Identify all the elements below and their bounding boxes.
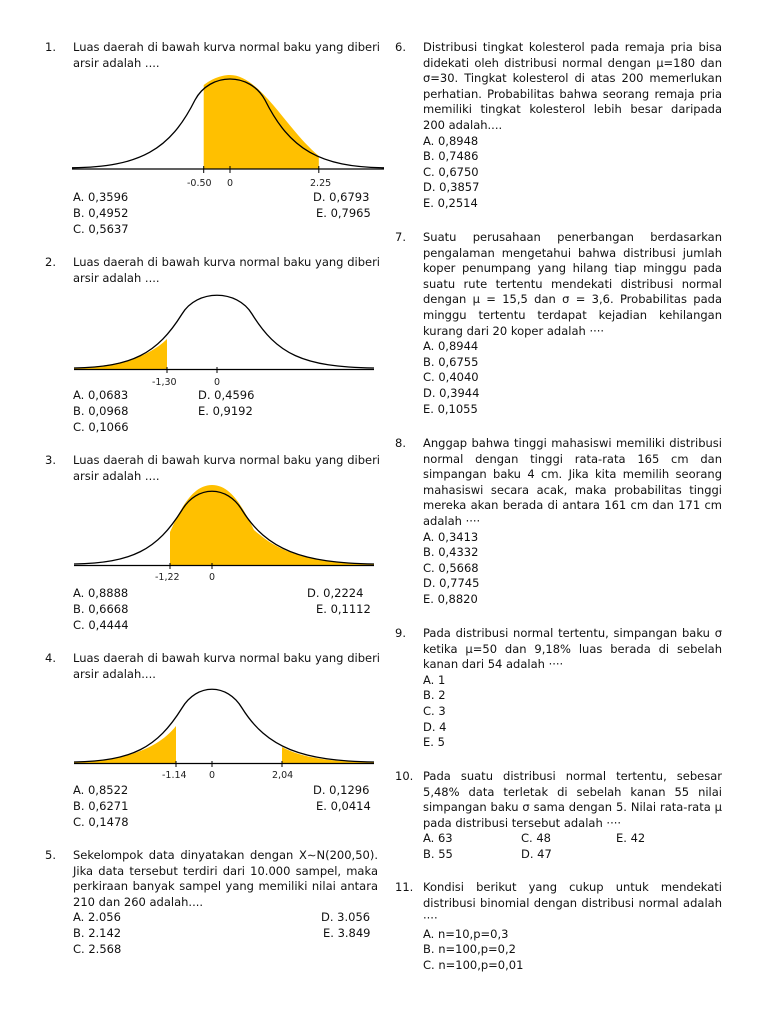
option-a[interactable]: A. 0,8948 [423,133,479,148]
option-a[interactable]: A. 0,8888 [73,586,129,600]
option-a[interactable]: A. n=10,p=0,3 [423,926,509,941]
normal-curve-figure-1 [70,70,386,192]
option-b[interactable]: B. 0,6668 [73,602,129,616]
option-a[interactable]: A. 0,8522 [73,783,129,797]
question-number: 8. [395,436,406,450]
tick-label: 0 [214,377,221,388]
question-9 [395,626,722,751]
normal-curve-figure-3 [72,480,377,586]
question-10 [395,769,722,863]
option-c[interactable]: C. 0,1066 [73,420,129,434]
option-c[interactable]: C. 0,4444 [73,618,129,632]
option-b[interactable]: B. n=100,p=0,2 [423,942,516,957]
shaded-area [204,75,319,169]
question-number: 1. [45,40,56,54]
question-text: Anggap bahwa tinggi mahasiswi memiliki distribusi normal dengan tinggi rata-rata 165 cm dan simpangan baku 4 cm. Jika kita memilih seorang mahasiswi secara acak, maka probabilitas tinggi mereka akan berada di antara 161 cm dan 171 cm adalah ···· [423,436,722,528]
option-a[interactable]: A. 0,3596 [73,190,129,204]
option-e[interactable]: E. 42 [616,831,646,846]
option-c[interactable]: C. 3 [423,703,446,718]
bell-curve [74,689,374,762]
tick-label: -1,22 [155,572,180,583]
option-e[interactable]: E. 3.849 [323,926,371,940]
question-text: Luas daerah di bawah kurva normal baku yang diberi arsir adalah .... [73,40,380,70]
option-e[interactable]: E. 0,1055 [423,401,478,416]
question-number: 5. [45,848,56,862]
options-7 [423,339,722,417]
option-c[interactable]: C. 0,4040 [423,370,479,385]
tick-label: -1,30 [152,377,177,388]
option-c[interactable]: C. 2.568 [73,942,122,956]
tick-label: 0 [227,178,234,189]
option-b[interactable]: B. 0,6271 [73,799,129,813]
option-d[interactable]: D. 0,3857 [423,180,480,195]
question-1 [45,40,380,71]
option-e[interactable]: E. 0,0414 [316,799,371,813]
option-d[interactable]: D. 0,1296 [313,783,370,797]
options-2 [73,388,378,436]
question-text: Kondisi berikut yang cukup untuk mendekati distribusi binomial dengan distribusi normal adalah ···· [423,880,722,926]
option-d[interactable]: D. 47 [521,847,552,862]
option-a[interactable]: A. 0,3413 [423,529,479,544]
options-6 [423,134,722,212]
option-e[interactable]: E. 0,9192 [198,404,253,418]
question-11 [395,880,722,974]
question-number: 6. [395,40,406,54]
options-3 [73,586,378,634]
options-9 [423,673,722,751]
option-c[interactable]: C. 0,6750 [423,164,479,179]
tick-label: -1.14 [162,770,187,781]
option-d[interactable]: D. 0,6793 [313,190,370,204]
option-c[interactable]: C. 0,1478 [73,815,129,829]
question-7 [395,230,722,417]
question-number: 11. [395,880,414,894]
option-c[interactable]: C. 0,5668 [423,560,479,575]
option-b[interactable]: B. 55 [423,847,453,862]
question-number: 2. [45,255,56,269]
option-b[interactable]: B. 0,4332 [423,545,479,560]
question-number: 9. [395,626,406,640]
option-b[interactable]: B. 2.142 [73,926,122,940]
question-text: Pada suatu distribusi normal tertentu, sebesar 5,48% data terletak di sebelah kanan 55 nilai simpangan baku σ sama dengan 5. Nilai rata-rata μ pada distribusi tersebut adalah ···· [423,769,722,830]
option-d[interactable]: D. 0,4596 [198,388,255,402]
tick-label: -0.50 [187,178,212,189]
question-text: Suatu perusahaan penerbangan berdasarkan pengalaman mengetahui bahwa distribusi jumlah koper penumpang yang hilang tiap minggu pada suatu rute tertentu mendekati distribusi normal dengan μ = 15,5 dan σ = 3,6. Probabilitas pada minggu tertentu terdapat kejadian kehilangan kurang dari 20 koper adalah ···· [423,230,722,338]
question-text: Pada distribusi normal tertentu, simpangan baku σ ketika μ=50 dan 9,18% luas berada di sebelah kanan dari 54 adalah ···· [423,626,722,672]
normal-curve-figure-4 [72,678,377,784]
option-d[interactable]: D. 0,2224 [307,586,364,600]
options-4 [73,783,378,831]
option-d[interactable]: D. 0,3944 [423,385,480,400]
options-8 [423,530,722,608]
option-a[interactable]: A. 0,8944 [423,339,479,354]
option-d[interactable]: D. 3.056 [321,910,371,924]
question-text: Luas daerah di bawah kurva normal baku yang diberi arsir adalah .... [73,255,380,285]
options-10 [423,831,722,863]
option-b[interactable]: B. 0,4952 [73,206,129,220]
option-e[interactable]: E. 0,1112 [316,602,371,616]
question-text: Distribusi tingkat kolesterol pada remaja pria bisa didekati oleh distribusi normal dengan μ=180 dan σ=30. Tingkat kolesterol di atas 200 memerlukan perhatian. Probabilitas bahwa seorang remaja pria memiliki tingkat kolesterol lebih besar daripada 200 adalah.... [423,40,722,132]
option-a[interactable]: A. 2.056 [73,910,121,924]
question-text: Sekelompok data dinyatakan dengan X∼N(200,50). Jika data tersebut terdiri dari 10.000 sampel, maka perkiraan banyak sampel yang memiliki nilai antara 210 dan 260 adalah.... [73,848,378,909]
options-5 [73,910,378,958]
normal-curve-figure-2 [72,284,377,390]
question-6 [395,40,722,212]
question-number: 7. [395,230,406,244]
tick-label: 0 [209,572,216,583]
option-a[interactable]: A. 1 [423,672,446,687]
tick-label: 0 [209,770,216,781]
question-text: Luas daerah di bawah kurva normal baku yang diberi arsir adalah .... [73,453,380,483]
question-8 [395,436,722,608]
option-a[interactable]: A. 0,0683 [73,388,129,402]
shaded-area [74,339,167,370]
question-number: 10. [395,769,414,783]
option-d[interactable]: D. 0,7745 [423,576,480,591]
option-c[interactable]: C. n=100,p=0,01 [423,957,524,972]
shaded-area-left [74,726,176,764]
option-b[interactable]: B. 0,0968 [73,404,129,418]
options-1 [73,190,378,238]
option-e[interactable]: E. 5 [423,735,445,750]
question-text: Luas daerah di bawah kurva normal baku yang diberi arsir adalah.... [73,651,380,681]
option-e[interactable]: E. 0,2514 [423,195,478,210]
option-d[interactable]: D. 4 [423,719,447,734]
tick-label: 2,04 [272,770,294,781]
option-e[interactable]: E. 0,7965 [316,206,371,220]
question-2 [45,255,380,286]
shaded-area [170,485,374,566]
option-c[interactable]: C. 48 [521,831,551,846]
option-b[interactable]: B. 0,7486 [423,149,479,164]
question-5 [45,848,378,910]
option-b[interactable]: B. 2 [423,688,446,703]
option-e[interactable]: E. 0,8820 [423,591,478,606]
question-number: 3. [45,453,56,467]
options-11 [423,927,722,974]
question-number: 4. [45,651,56,665]
bell-curve [74,295,374,368]
option-c[interactable]: C. 0,5637 [73,222,129,236]
tick-label: 2.25 [310,178,332,189]
option-a[interactable]: A. 63 [423,831,453,846]
option-b[interactable]: B. 0,6755 [423,354,479,369]
